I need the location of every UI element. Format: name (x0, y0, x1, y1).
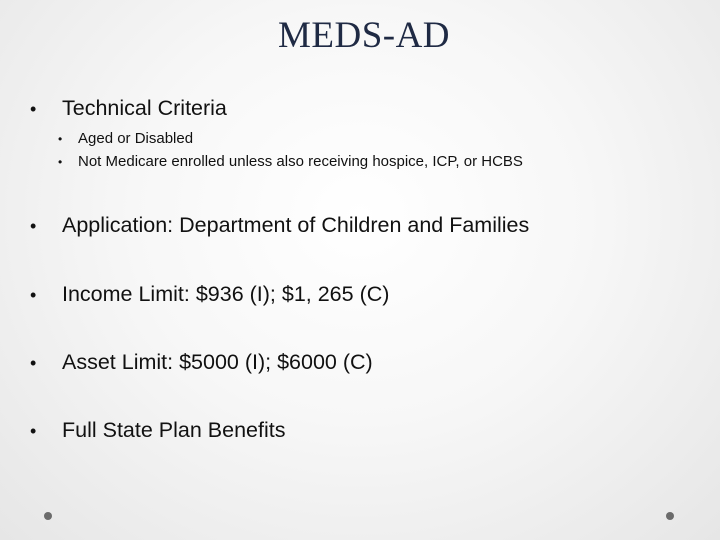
slide-title: MEDS-AD (277, 15, 451, 56)
bullet-dot-icon: • (30, 99, 37, 119)
bullet-dot-icon: • (30, 421, 37, 441)
sub-bullet-text: Not Medicare enrolled unless also receiving hospice, ICP, or HCBS (78, 153, 523, 170)
bullet-text: Application: Department of Children and Families (62, 213, 530, 237)
bullet-text: Full State Plan Benefits (62, 418, 286, 442)
bullet-item (30, 418, 285, 443)
bullet-dot-icon: • (58, 155, 63, 169)
bullet-dot-icon: • (58, 132, 63, 146)
decorative-dot-icon (666, 512, 674, 520)
bullet-item (30, 213, 529, 238)
bullet-dot-icon: • (30, 285, 37, 305)
sub-bullet-text: Aged or Disabled (78, 130, 194, 147)
bullet-text: Technical Criteria (62, 96, 227, 120)
decorative-dot-icon (44, 512, 52, 520)
sub-bullet-item (30, 130, 193, 147)
bullet-item (30, 350, 373, 375)
sub-bullet-item (30, 153, 523, 170)
bullet-text: Asset Limit: $5000 (I); $6000 (C) (62, 350, 373, 374)
bullet-item (30, 96, 227, 121)
bullet-dot-icon: • (30, 216, 37, 236)
bullet-dot-icon: • (30, 353, 37, 373)
bullet-text: Income Limit: $936 (I); $1, 265 (C) (62, 282, 390, 306)
bullet-item (30, 282, 389, 307)
